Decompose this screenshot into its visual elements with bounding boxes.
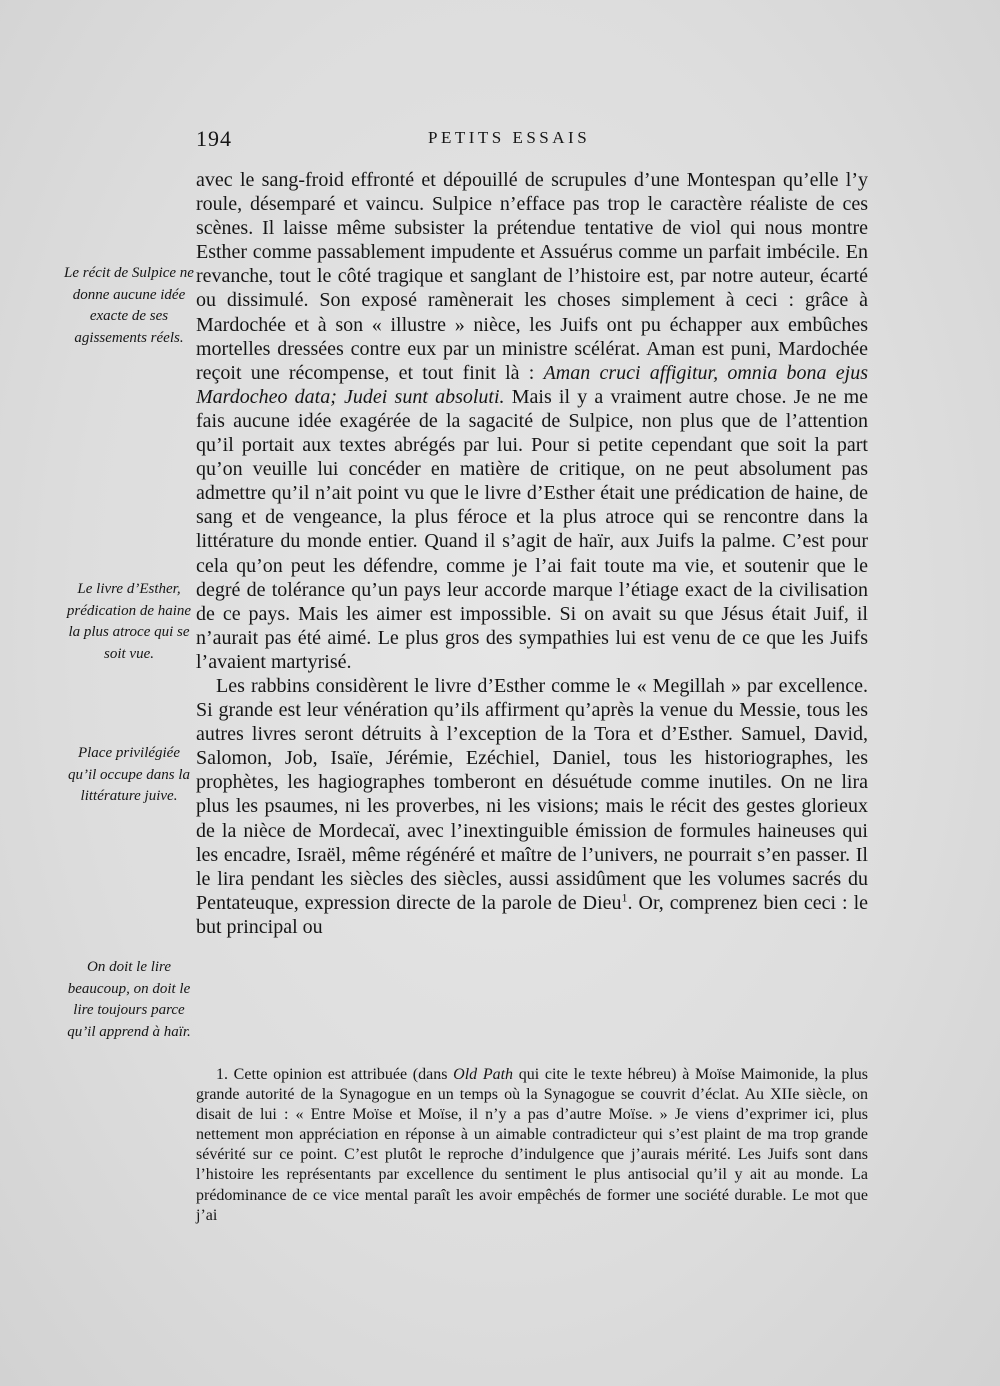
paragraph-2	[196, 674, 868, 939]
margin-note-4: On doit le lire beaucoup, on doit le lire toujours parce qu’il apprend à haïr.	[67, 959, 191, 1040]
footnote-reference: 1	[621, 890, 628, 905]
paragraph-1	[196, 168, 868, 674]
margin-note-2: Le livre d’Esther, prédication de haine la plus atroce qui se soit vue.	[66, 581, 192, 662]
page-header	[196, 126, 868, 154]
latin-quote: Aman cruci affigitur, omnia bona ejus Mardocheo data; Judei sunt absoluti.	[196, 361, 868, 408]
paragraph-1-text-a: avec le sang-froid effronté et dépouillé de scrupules d’une Montespan qu’elle l’y roule, désemparé et vaincu. Sulpice n’efface pas trop le caractère réaliste de ces scènes. Il laisse même subsister la prétendue tentative de viol qui nous montre Esther comme passablement impudente et Assuérus comme un parfait imbécile. En revanche, tout le côté tragique et sanglant de l’histoire est, par notre auteur, écarté ou dissimulé. Son exposé ramènerait les choses simplement à ceci : grâce à Mardochée et à son « illustre » nièce, les Juifs ont pu échapper aux embûches mortelles dressées contre eux par un ministre scélérat. Aman est puni, Mardochée reçoit une récompense, et tout finit là :	[196, 169, 868, 384]
main-text	[196, 168, 868, 939]
margin-note-3: Place privilégiée qu’il occupe dans la littérature juive.	[67, 745, 191, 804]
margin-note-1: Le récit de Sulpice ne donne aucune idée exacte de ses agissements réels.	[64, 265, 194, 346]
footnote	[196, 1065, 868, 1226]
footnote-text-b: qui cite le texte hébreu) à Moïse Maimonide, la plus grande autorité de la Synagogue en un temps où la Synagogue se couvrit d’éclat. Au XIIe siècle, on disait de lui : « Entre Moïse et Moïse, il n’y a pas d’autre Moïse. » Je viens d’exprimer ici, plus nettement mon appréciation en réponse à un aimable contradicteur qui s’est plaint de ma trop grande sévérité sur ce point. C’est plutôt le reproche d’indulgence que j’aurais mérité. Les Juifs sont dans l’histoire les représentants par excellence du sentiment le plus antisocial qu’il y ait au monde. La prédominance de ce vice mental paraît les avoir empêchés de former une société durable. Le mot que j’ai	[196, 1066, 869, 1224]
footnote-source-title: Old Path	[453, 1066, 514, 1083]
paragraph-2-text-a: Les rabbins considèrent le livre d’Esther comme le « Megillah » par excellence. Si grande est leur vénération qu’ils affirment qu’après la venue du Messie, tous les autres livres seront détruits à l’exception de la Tora et d’Esther. Samuel, David, Salomon, Job, Isaïe, Jérémie, Ezéchiel, Daniel, tous les historiographes, les prophètes, les hagiographes tomberont en désuétude comme inutiles. On ne lira plus les psaumes, ni les proverbes, ni les visions; mais le récit des gestes glorieux de la nièce de Mordecaï, avec l’inextinguible émission de formules haineuses qui les encadre, Israël, même régénéré et maître de l’univers, ne pourrait s’en passer. Il le lira pendant les siècles des siècles, aussi assidûment que les volumes sacrés du Pentateuque, expression directe de la parole de Dieu	[196, 674, 868, 914]
running-title: PETITS ESSAIS	[428, 128, 591, 147]
footnote-text-a: 1. Cette opinion est attribuée (dans	[216, 1066, 454, 1083]
paragraph-1-text-b: Mais il y a vraiment autre chose. Je ne me fais aucune idée exagérée de la sagacité de Sulpice, non plus que de l’attention qu’il portait aux textes abrégés par lui. Pour si petite cependant que soit la part qu’on veuille lui concéder en matière de critique, on ne peut absolument pas admettre qu’il n’ait point vu que le livre d’Esther était une prédication de haine, de sang et de vengeance, la plus féroce et la plus atroce qui se rencontre dans la littérature du monde entier. Quand il s’agit de haïr, aux Juifs la palme. C’est pour cela qu’on peut les défendre, comme je l’ai fait toute ma vie, et soutenir que le degré de tolérance qu’un pays leur accorde marque l’étiage exact de la civilisation de ce pays. Mais les aimer est impossible. Si on avait su que Jésus était Juif, il n’aurait pas été aimé. Le plus gros des sympathies lui est venu de ce que les Juifs l’avaient martyrisé.	[196, 385, 868, 673]
paragraph-2-text-b: . Or, comprenez bien ceci : le but principal ou	[196, 891, 868, 938]
page-number: 194	[196, 126, 232, 151]
